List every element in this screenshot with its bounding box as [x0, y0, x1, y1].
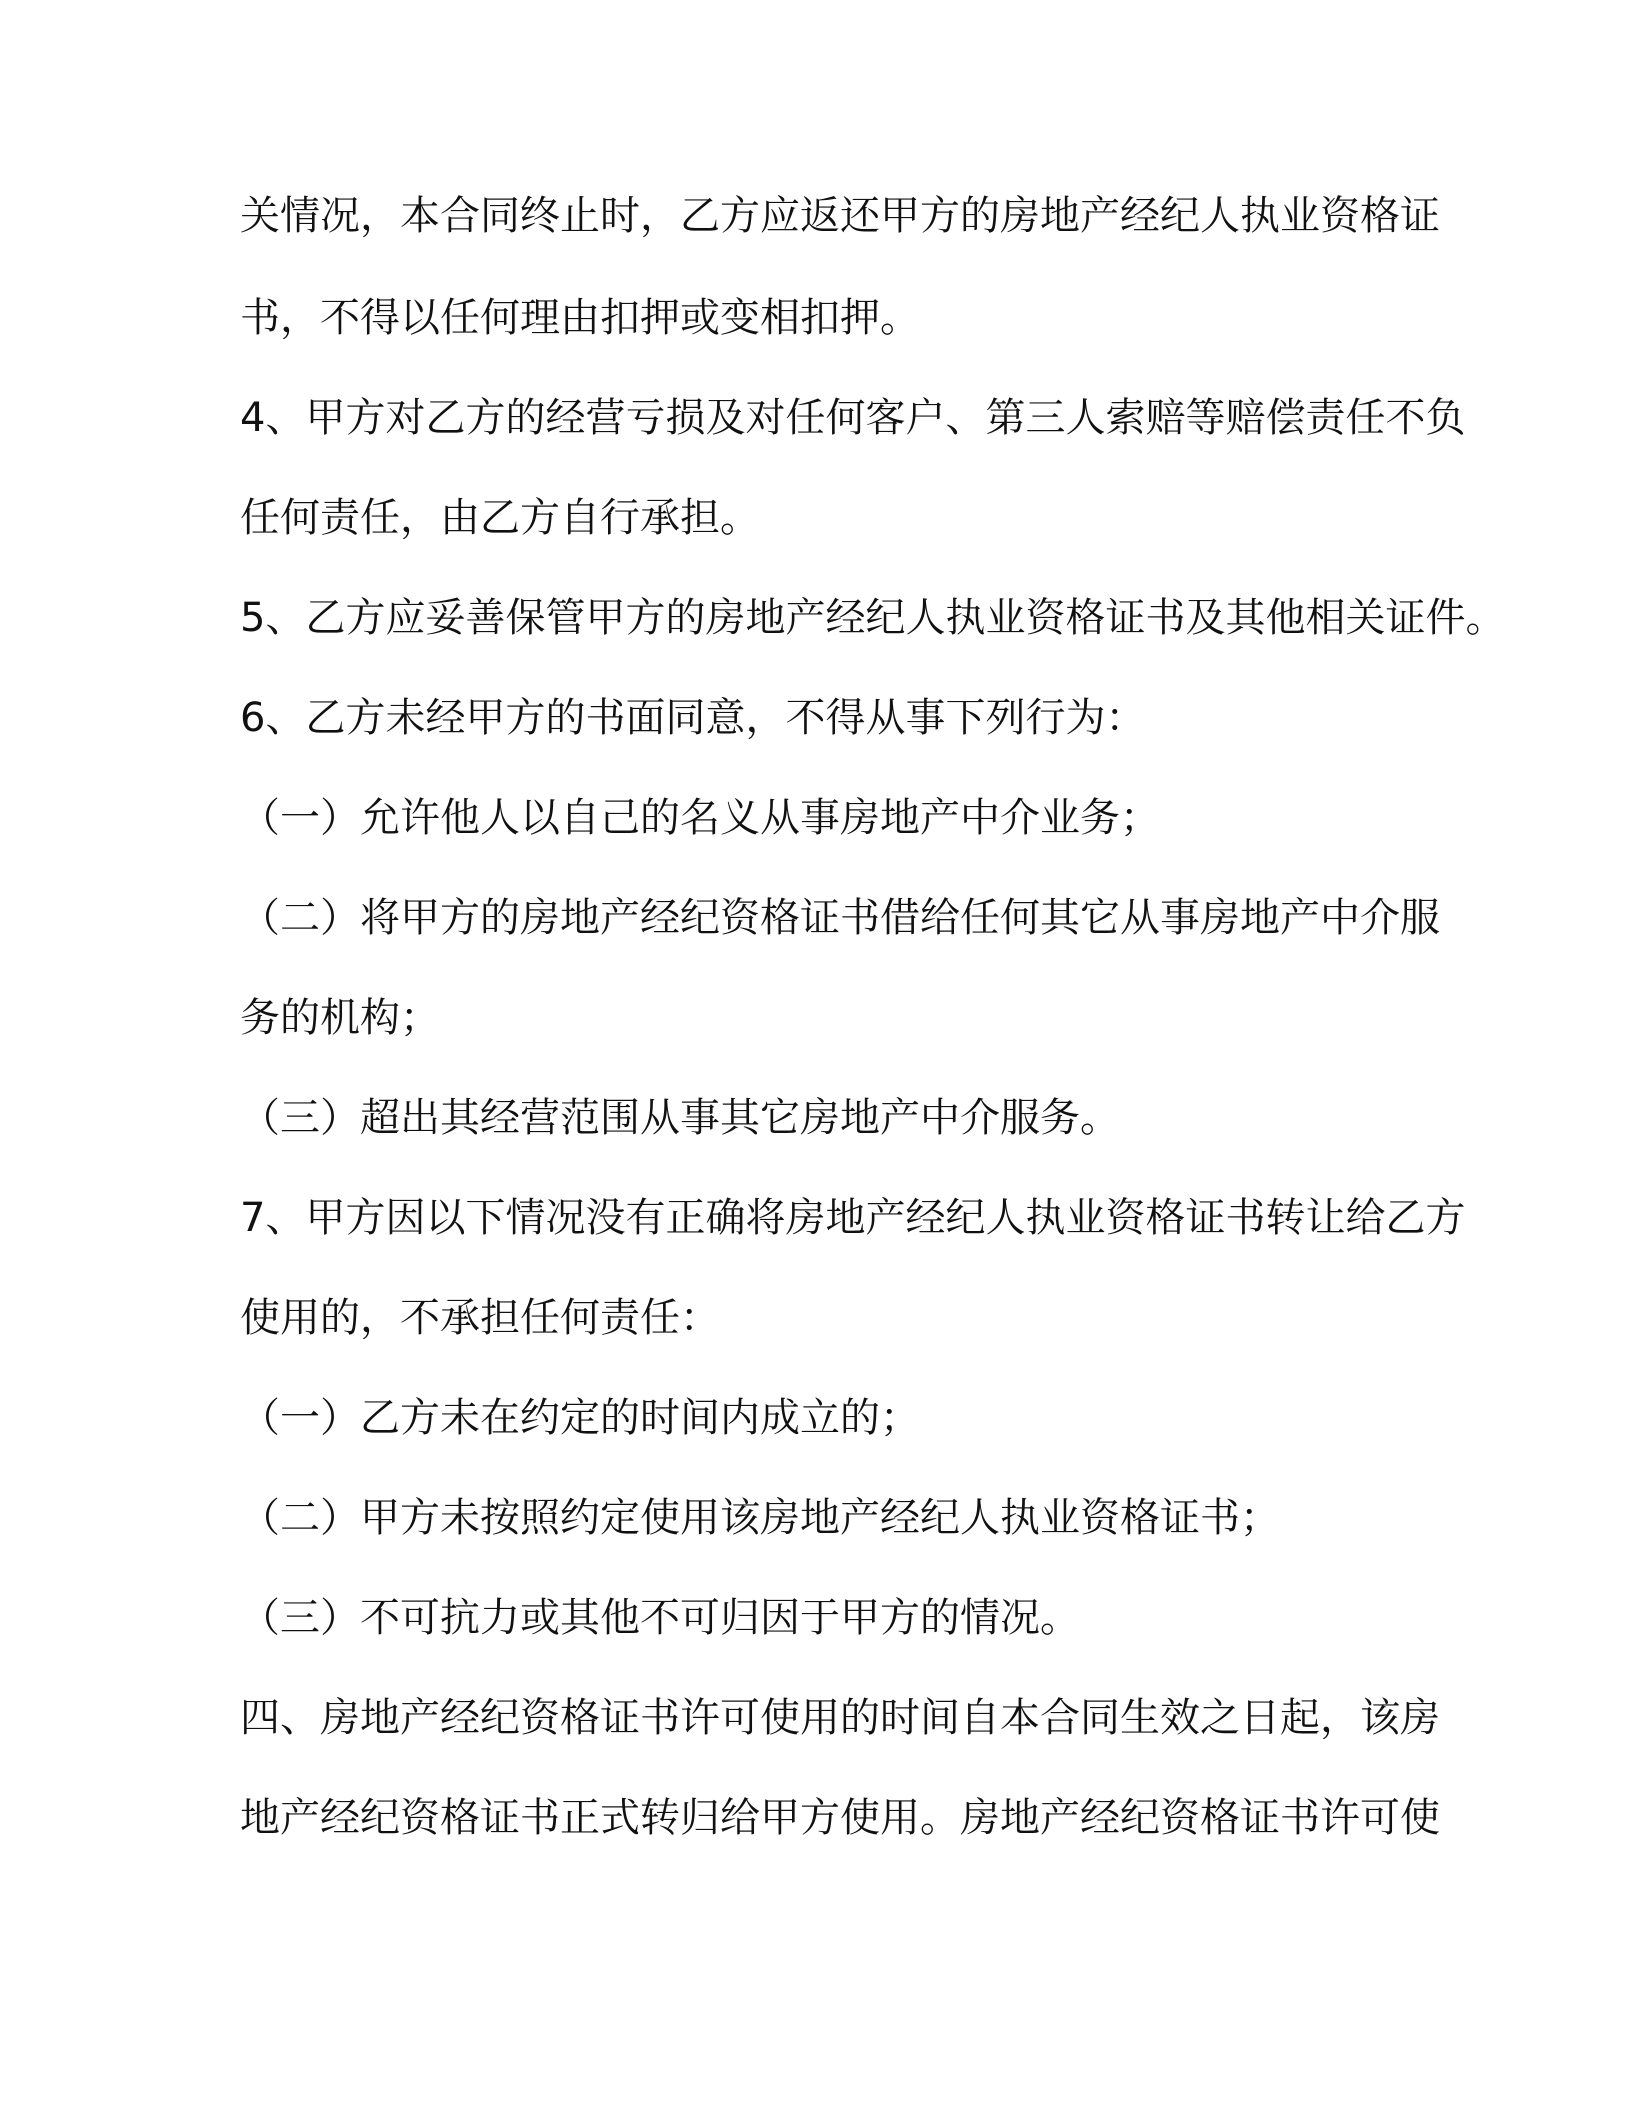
text-line: （二）将甲方的房地产经纪资格证书借给任何其它从事房地产中介服: [240, 895, 1440, 941]
text-line: 地产经纪资格证书正式转归给甲方使用。房地产经纪资格证书许可使: [240, 1795, 1440, 1841]
text-line: 务的机构；: [240, 995, 440, 1041]
text-line: 任何责任，由乙方自行承担。: [240, 495, 760, 541]
text-line: 书，不得以任何理由扣押或变相扣押。: [240, 295, 920, 341]
text-line: 四、房地产经纪资格证书许可使用的时间自本合同生效之日起，该房: [240, 1695, 1440, 1741]
text-line: （三）不可抗力或其他不可归因于甲方的情况。: [240, 1595, 1080, 1641]
text-line: 关情况，本合同终止时，乙方应返还甲方的房地产经纪人执业资格证: [240, 193, 1440, 239]
text-line: 5、乙方应妥善保管甲方的房地产经纪人执业资格证书及其他相关证件。: [240, 595, 1506, 641]
text-line: 7、甲方因以下情况没有正确将房地产经纪人执业资格证书转让给乙方: [240, 1195, 1466, 1241]
text-line: 使用的，不承担任何责任：: [240, 1295, 720, 1341]
text-line: （二）甲方未按照约定使用该房地产经纪人执业资格证书；: [240, 1495, 1280, 1541]
text-line: （三）超出其经营范围从事其它房地产中介服务。: [240, 1095, 1120, 1141]
text-line: （一）乙方未在约定的时间内成立的；: [240, 1395, 920, 1441]
text-line: 6、乙方未经甲方的书面同意，不得从事下列行为：: [240, 695, 1146, 741]
text-line: 4、甲方对乙方的经营亏损及对任何客户、第三人索赔等赔偿责任不负: [240, 395, 1466, 441]
text-line: （一）允许他人以自己的名义从事房地产中介业务；: [240, 795, 1160, 841]
